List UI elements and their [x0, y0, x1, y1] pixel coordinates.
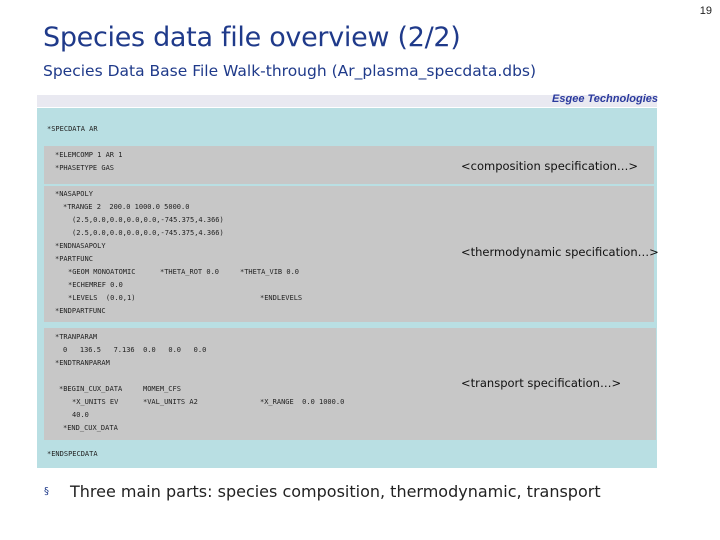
code-endpartfunc: *ENDPARTFUNC — [55, 307, 106, 315]
code-endlevels: *ENDLEVELS — [260, 294, 303, 302]
code-tranparam: *TRANPARAM — [55, 333, 98, 341]
code-cux-name: MOMEM_CFS — [143, 385, 181, 393]
code-endspecdata: *ENDSPECDATA — [47, 450, 98, 458]
brand-logo: Esgee Technologies — [552, 93, 658, 105]
page-title: Species data file overview (2/2) — [43, 22, 461, 53]
code-coef1: (2.5,0.0,0.0,0.0,0.0,-745.375,4.366) — [72, 216, 224, 224]
code-x-range: *X_RANGE 0.0 1000.0 — [260, 398, 345, 406]
code-theta-vib: *THETA_VIB 0.0 — [240, 268, 300, 276]
code-cux-value: 40.0 — [72, 411, 89, 419]
code-elemcomp: *ELEMCOMP 1 AR 1 — [55, 151, 123, 159]
page-subtitle: Species Data Base File Walk-through (Ar_plasma_specdata.dbs) — [43, 62, 537, 80]
code-begin-cux: *BEGIN_CUX_DATA — [59, 385, 123, 393]
transport-callout: <transport specification…> — [461, 376, 622, 390]
code-val-units: *VAL_UNITS A2 — [143, 398, 198, 406]
code-echemref: *ECHEMREF 0.0 — [68, 281, 123, 289]
code-geom: *GEOM MONOATOMIC — [68, 268, 136, 276]
bullet-marker: § — [44, 486, 49, 497]
code-specdata: *SPECDATA AR — [47, 125, 98, 133]
code-x-units: *X_UNITS EV — [72, 398, 119, 406]
code-coef2: (2.5,0.0,0.0,0.0,0.0,-745.375,4.366) — [72, 229, 224, 237]
composition-callout: <composition specification…> — [461, 159, 639, 173]
code-phasetype: *PHASETYPE GAS — [55, 164, 115, 172]
code-end-cux: *END_CUX_DATA — [63, 424, 118, 432]
code-levels: *LEVELS (0.0,1) — [68, 294, 136, 302]
code-endnasapoly: *ENDNASAPOLY — [55, 242, 106, 250]
code-nasapoly: *NASAPOLY — [55, 190, 93, 198]
code-trange: *TRANGE 2 200.0 1000.0 5000.0 — [63, 203, 190, 211]
thermodynamic-callout: <thermodynamic specification…> — [461, 245, 659, 259]
code-partfunc: *PARTFUNC — [55, 255, 93, 263]
bullet-text: Three main parts: species composition, thermodynamic, transport — [70, 482, 601, 501]
code-endtranparam: *ENDTRANPARAM — [55, 359, 110, 367]
page-number: 19 — [699, 5, 712, 17]
code-tranvalues: 0 136.5 7.136 0.0 0.0 0.0 — [63, 346, 207, 354]
code-theta-rot: *THETA_ROT 0.0 — [160, 268, 220, 276]
